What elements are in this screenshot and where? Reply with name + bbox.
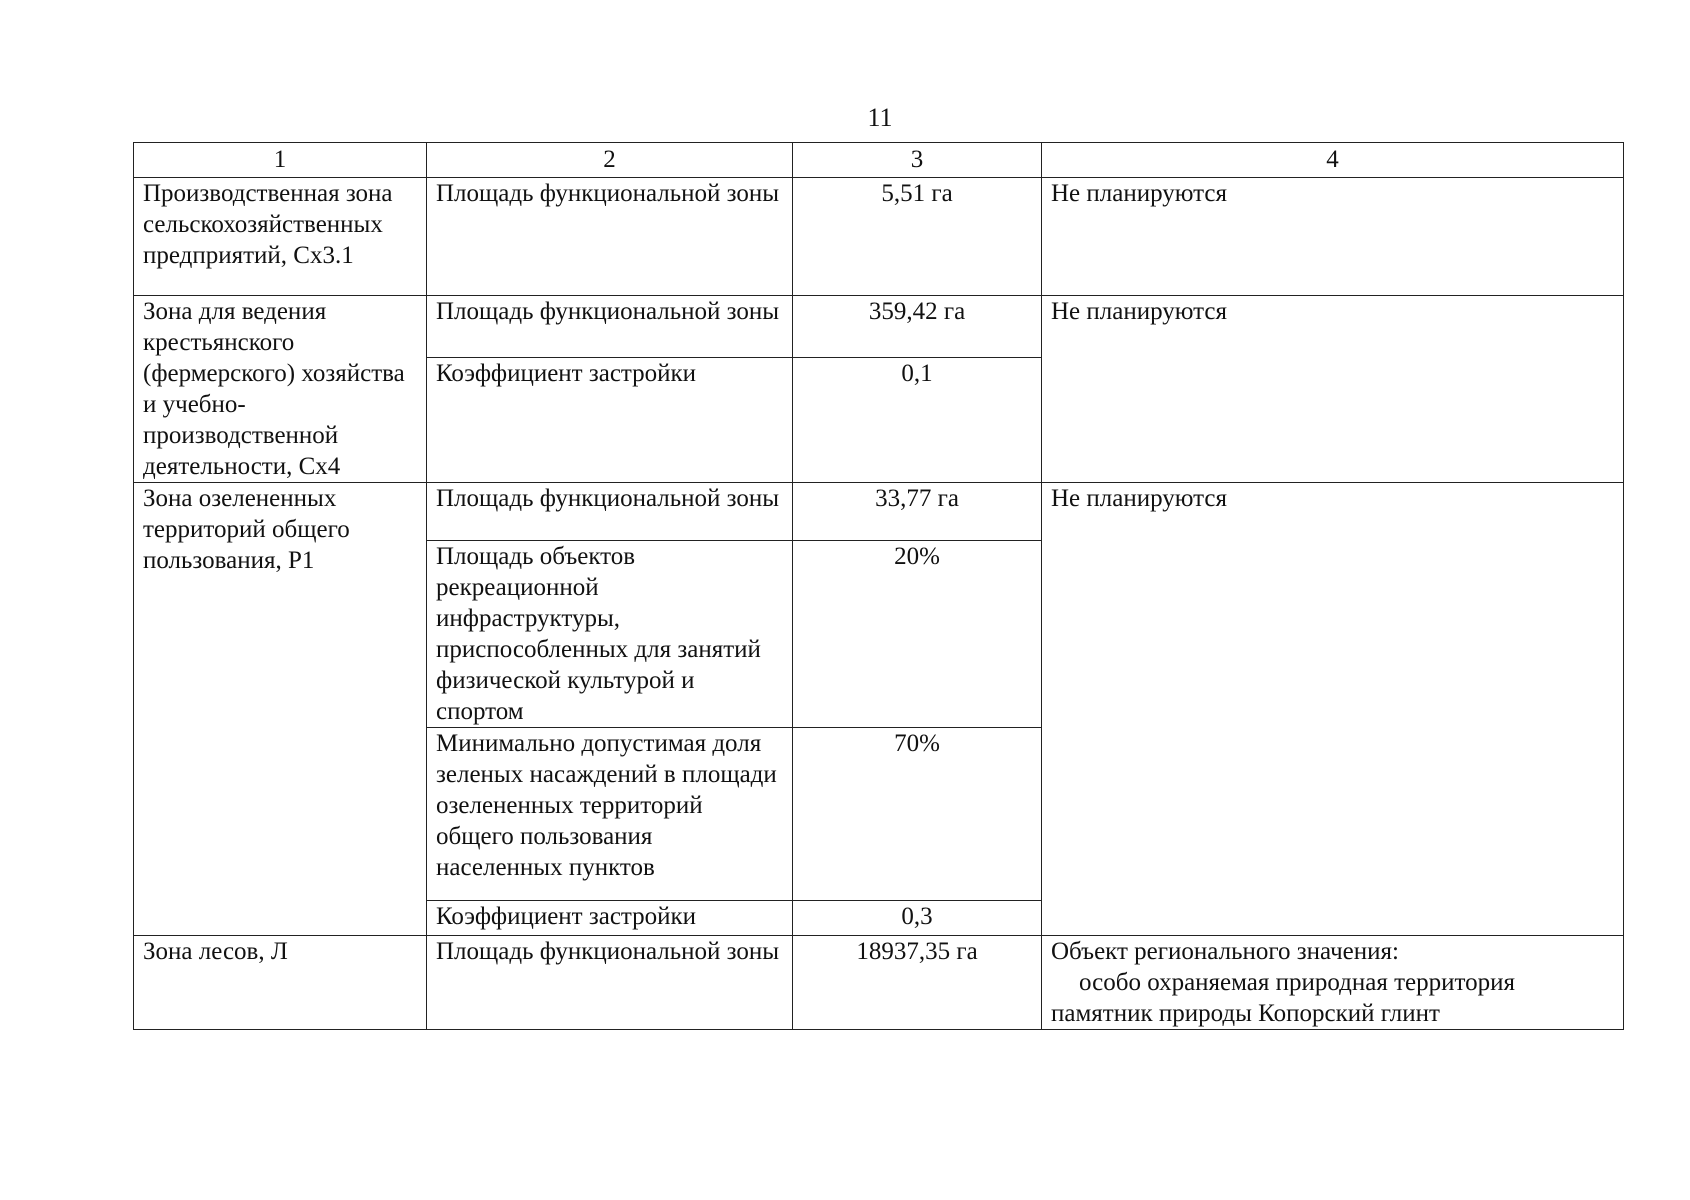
param-value: 18937,35 га [793,936,1042,1030]
param-value: 0,1 [793,358,1042,483]
header-row [134,143,1624,178]
param-name: Коэффициент застройки [427,358,793,483]
plans-note: Не планируются [1042,296,1624,483]
param-name: Площадь объектов рекреационной инфраструктуры, приспособленных для занятий физической культурой и спортом [427,541,793,728]
param-name: Площадь функциональной зоны [427,936,793,1030]
param-value: 359,42 га [793,296,1042,358]
note-line: Объект регионального значения: [1051,938,1399,965]
zones-table [133,142,1624,1030]
header-col-1: 1 [134,143,427,178]
param-name: Коэффициент застройки [427,901,793,936]
zone-name: Производственная зона сельскохозяйственных предприятий, Сх3.1 [134,178,427,296]
zone-name: Зона для ведения крестьянского (фермерского) хозяйства и учебно-производственной деятельности, Сх4 [134,296,427,483]
plans-note: Не планируются [1042,483,1624,936]
plans-note [1042,936,1624,1030]
plans-note: Не планируются [1042,178,1624,296]
note-line: особо охраняемая природная территория [1079,969,1515,996]
header-col-4: 4 [1042,143,1624,178]
table-row [134,178,1624,296]
param-name: Минимально допустимая доля зеленых насаждений в площади озелененных территорий общего пользования населенных пунктов [427,728,793,901]
header-col-3: 3 [793,143,1042,178]
header-col-2: 2 [427,143,793,178]
param-value: 5,51 га [793,178,1042,296]
table-row [134,483,1624,541]
param-value: 20% [793,541,1042,728]
param-value: 0,3 [793,901,1042,936]
param-name: Площадь функциональной зоны [427,483,793,541]
param-value: 70% [793,728,1042,901]
table-row [134,936,1624,1030]
table-row [134,296,1624,358]
param-name: Площадь функциональной зоны [427,178,793,296]
zone-name: Зона лесов, Л [134,936,427,1030]
param-name: Площадь функциональной зоны [427,296,793,358]
param-value: 33,77 га [793,483,1042,541]
zone-name: Зона озелененных территорий общего пользования, Р1 [134,483,427,936]
note-line: памятник природы Копорский глинт [1051,1000,1440,1027]
page-number: 11 [867,103,893,132]
